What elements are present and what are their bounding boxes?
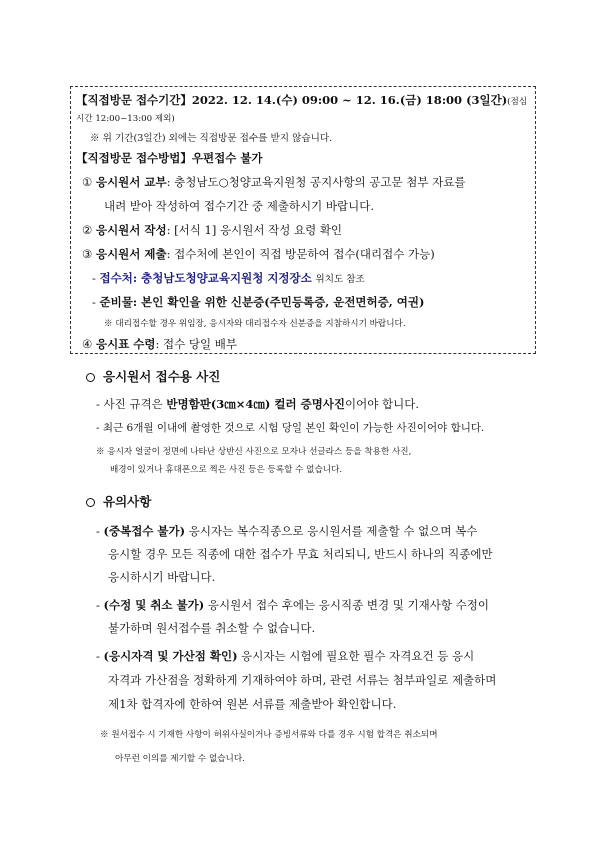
- period-label: 【직접방문 접수기간】: [76, 93, 192, 107]
- notice-b-bold: (수정 및 취소 불가): [103, 598, 205, 612]
- method-value: 우편접수 불가: [191, 151, 263, 165]
- photo-l1-bold: 반명함판(3㎝×4㎝) 컬러 증명사진: [166, 397, 346, 411]
- period-line: [76, 92, 527, 108]
- period-lunch: (점심: [507, 97, 528, 107]
- notice-b-line-2: 불가하며 원서접수를 취소할 수 없습니다.: [108, 621, 316, 635]
- notice-b-dash: -: [96, 598, 100, 612]
- notice-a-line-1: [96, 523, 477, 539]
- photo-l1-pre: - 사진 규격은: [96, 397, 167, 411]
- notice-a-line-2: 응시할 경우 모든 직종에 대한 접수가 무효 처리되니, 반드시 하나의 직종에만: [108, 547, 493, 561]
- method-label: 【직접방문 접수방법】: [76, 151, 192, 165]
- item-4-title: 응시표 수령: [95, 337, 156, 351]
- notice-a-line-3: 응시하시기 바랍니다.: [108, 570, 216, 584]
- place-suffix: 위치도 참조: [315, 274, 365, 285]
- notice-b-line-1: [96, 597, 489, 613]
- photo-note-1: ※ 응시자 얼굴이 정면에 나타난 상반신 사진으로 모자나 선글라스 등을 착용한 사진,: [96, 447, 412, 457]
- notice-b-1: 응시원서 접수 후에는 응시직종 변경 및 기재사항 수정이: [204, 598, 489, 612]
- place-line: [92, 270, 365, 286]
- item-1: [82, 174, 465, 190]
- photo-title: 응시원서 접수용 사진: [103, 369, 221, 384]
- item-2-num: ②: [82, 223, 93, 237]
- item-1-title: 응시원서 교부: [95, 175, 167, 189]
- notice-c-dash: -: [96, 649, 100, 663]
- period-note: ※ 위 기간(3일간) 외에는 직접방문 접수를 받지 않습니다.: [90, 133, 333, 144]
- photo-note-2: 배경이 있거나 휴대폰으로 찍은 사진 등은 등록할 수 없습니다.: [110, 465, 343, 475]
- notice-a-dash: -: [96, 524, 100, 538]
- notice-a-bold: (중복접수 불가): [103, 524, 186, 538]
- item-1-text-cont: 내려 받아 작성하여 접수기간 중 제출하시기 바랍니다.: [104, 199, 374, 213]
- item-2: [82, 222, 342, 238]
- notice-a-1: 응시자는 복수직종으로 응시원서를 제출할 수 없으며 복수: [185, 524, 478, 538]
- item-3-title: 응시원서 제출: [95, 247, 167, 261]
- prep-dash: -: [92, 295, 96, 309]
- notice-c-line-2: 자격과 가산점을 정확하게 기재하여야 하며, 관련 서류는 첨부파일로 제출하며: [108, 673, 497, 687]
- item-1-text: : 충청남도○청양교육지원청 공지사항의 공고문 첨부 자료를: [166, 175, 466, 189]
- circle-bullet-icon: [86, 373, 95, 382]
- period-value: 2022. 12. 14.(수) 09:00 ~ 12. 16.(금) 18:00 (3일간): [191, 93, 508, 107]
- item-3-text: : 접수처에 본인이 직접 방문하여 접수(대리접수 가능): [166, 247, 435, 261]
- photo-section-title: [86, 367, 220, 385]
- circle-bullet-icon: [86, 498, 95, 507]
- notice-title: 유의사항: [103, 494, 152, 509]
- item-1-num: ①: [82, 175, 93, 189]
- prep-label: 준비물: 본인 확인을 위한 신분증(주민등록증, 운전면허증, 여권): [99, 295, 425, 309]
- place-label: 접수처: 충청남도청양교육지원청 지정장소: [99, 271, 312, 285]
- prep-line: [92, 294, 424, 310]
- period-lunch-cont: 시간 12:00~13:00 제외): [76, 114, 175, 124]
- notice-c-line-1: [96, 648, 474, 664]
- prep-note: ※ 대리접수할 경우 위임장, 응시자와 대리접수자 신분증을 지참하시기 바랍니다.: [104, 319, 406, 329]
- application-info-box: [70, 86, 536, 354]
- item-4-text: : 접수 당일 배부: [155, 337, 238, 351]
- photo-line-1: [96, 396, 419, 412]
- notice-c-bold: (응시자격 및 가산점 확인): [103, 649, 238, 663]
- place-dash: -: [92, 271, 96, 285]
- notice-note-2: 아무런 이의를 제기할 수 없습니다.: [115, 754, 245, 764]
- method-line: [76, 150, 263, 166]
- item-3: [82, 246, 435, 262]
- item-2-title: 응시원서 작성: [95, 223, 167, 237]
- item-3-num: ③: [82, 247, 93, 261]
- photo-l1-post: 이어야 합니다.: [345, 397, 419, 411]
- notice-c-1: 응시자는 시험에 필요한 필수 자격요건 등 응시: [237, 649, 475, 663]
- item-4: [82, 336, 237, 352]
- photo-line-2: - 최근 6개월 이내에 촬영한 것으로 시험 당일 본인 확인이 가능한 사진이어야 합니다.: [96, 422, 485, 434]
- item-2-text: : [서식 1] 응시원서 작성 요령 확인: [166, 223, 343, 237]
- notice-c-line-3: 제1차 합격자에 한하여 원본 서류를 제출받아 확인합니다.: [108, 697, 397, 711]
- notice-note-1: ※ 원서접수 시 기재한 사항이 허위사실이거나 증빙서류와 다를 경우 시험 합격은 취소되며: [100, 730, 438, 740]
- notice-section-title: [86, 492, 151, 510]
- item-4-num: ④: [82, 337, 93, 351]
